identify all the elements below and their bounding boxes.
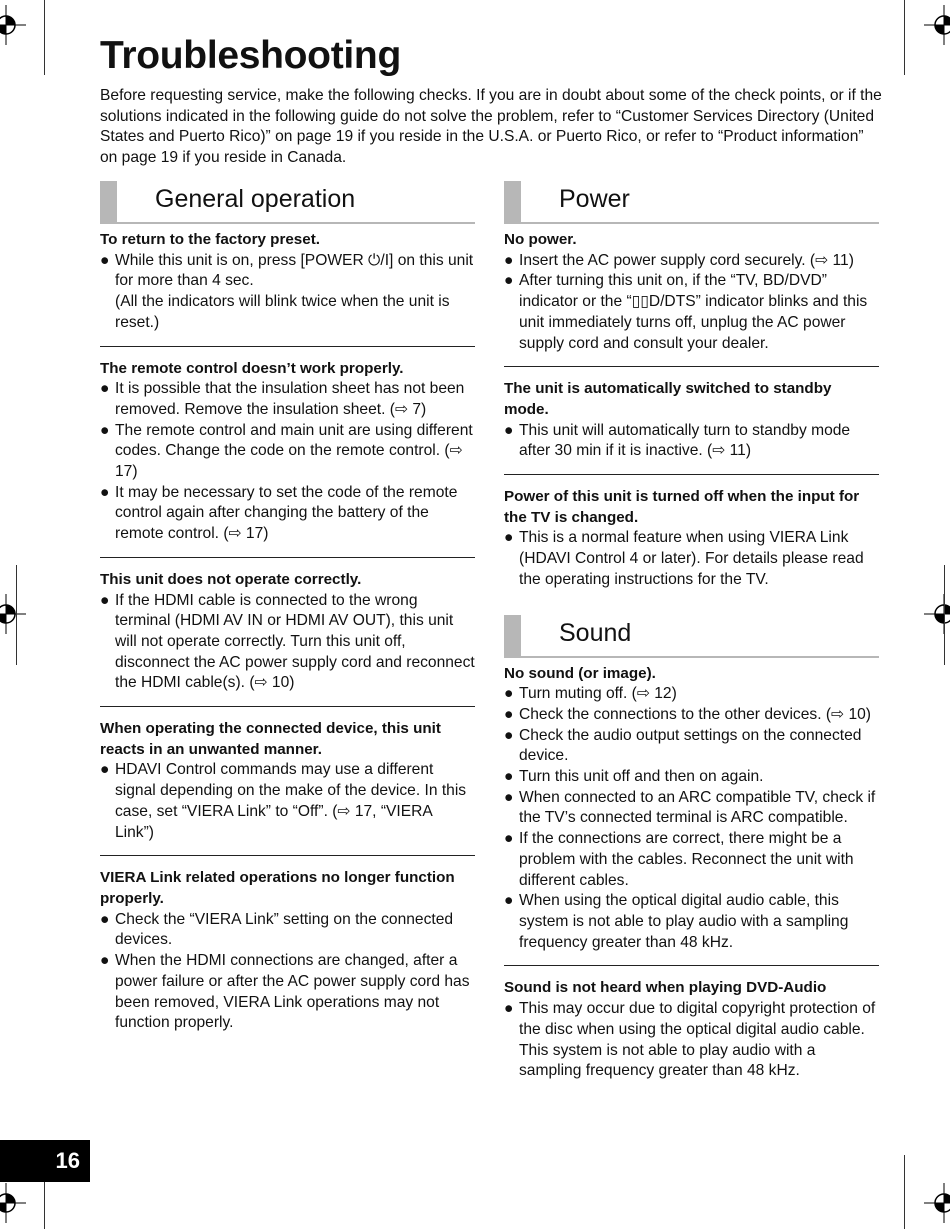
solution-item xyxy=(100,483,475,545)
power-items xyxy=(504,230,879,603)
solution-item xyxy=(504,421,879,462)
troubleshooting-item xyxy=(504,487,879,603)
left-column xyxy=(100,181,475,1058)
registration-mark-mid-right-icon xyxy=(924,594,950,634)
solution-item xyxy=(504,999,879,1082)
solution-text: Turn this unit off and then on again. xyxy=(519,768,764,786)
solution-text: Check the connections to the other devices. (⇨ 10) xyxy=(519,705,871,723)
section-title: Power xyxy=(559,185,630,213)
solution-item xyxy=(100,910,475,951)
bullet-icon: ● xyxy=(504,726,514,744)
registration-mark-top-left-icon xyxy=(0,5,26,45)
section-title: General operation xyxy=(155,185,356,213)
registration-mark-top-right-icon xyxy=(924,5,950,45)
solution-item xyxy=(100,251,475,334)
troubleshooting-item xyxy=(504,978,879,1094)
solution-list xyxy=(504,528,879,590)
solution-item xyxy=(504,767,879,788)
solution-item xyxy=(504,726,879,767)
solution-text: When using the optical digital audio cable, this system is not able to play audio with a sampling frequency greater than 48 kHz. xyxy=(519,892,849,951)
page-number: 16 xyxy=(0,1140,90,1182)
solution-text: If the HDMI cable is connected to the wrong terminal (HDMI AV IN or HDMI AV OUT), this unit will not operate correctly. Turn this unit off, disconnect the AC power supply cord and reconnect the HDMI cable(s). (⇨ 10) xyxy=(115,591,475,692)
bullet-icon: ● xyxy=(504,768,514,786)
problem-heading: Sound is not heard when playing DVD-Audio xyxy=(504,979,827,997)
bullet-icon: ● xyxy=(100,251,110,269)
bullet-icon: ● xyxy=(504,830,514,848)
crop-line xyxy=(44,0,45,75)
general-operation-items xyxy=(100,230,475,1046)
section-title: Sound xyxy=(559,618,632,647)
problem-heading: To return to the factory preset. xyxy=(100,231,320,248)
solution-text: It may be necessary to set the code of the remote control again after changing the battery of the remote control. (⇨ 17) xyxy=(115,483,458,543)
registration-mark-bottom-left-icon xyxy=(0,1183,26,1223)
intro-paragraph: Before requesting service, make the following checks. If you are in doubt about some of the check points, or if the solutions indicated in the following guide do not solve the problem, refer to “Customer Services Directory (United States and Puerto Rico)” on page 19 if you reside in the U.S.A. or Puerto Rico, or refer to “Product information” on page 19 if you reside in Canada. xyxy=(100,87,882,167)
solution-text: When connected to an ARC compatible TV, check if the TV’s connected terminal is ARC compatible. xyxy=(519,788,876,827)
bullet-icon: ● xyxy=(100,591,110,609)
bullet-icon: ● xyxy=(504,892,514,910)
solution-list xyxy=(100,251,475,334)
problem-heading: No sound (or image). xyxy=(504,664,656,682)
section-marker-bar xyxy=(100,181,117,222)
crop-line xyxy=(904,1155,905,1229)
solution-text: Check the “VIERA Link” setting on the connected devices. xyxy=(115,910,454,949)
solution-text: This may occur due to digital copyright protection of the disc when using the optical digital audio cable. This system is not able to play audio with a sampling frequency greater than 48 kHz. xyxy=(519,1000,876,1080)
solution-text: When the HDMI connections are changed, after a power failure or after the AC power supply cord has been removed, VIERA Link operations may not function properly. xyxy=(115,952,470,1032)
problem-heading: This unit does not operate correctly. xyxy=(100,570,362,588)
problem-heading: VIERA Link related operations no longer function properly. xyxy=(100,869,455,907)
bullet-icon: ● xyxy=(504,685,514,703)
troubleshooting-item xyxy=(100,230,475,347)
solution-list xyxy=(100,379,475,545)
solution-text: The remote control and main unit are using different codes. Change the code on the remote control. (⇨ 17) xyxy=(115,421,473,481)
bullet-icon: ● xyxy=(100,952,110,970)
bullet-icon: ● xyxy=(100,421,110,439)
troubleshooting-item xyxy=(504,664,879,967)
registration-mark-bottom-right-icon xyxy=(924,1183,950,1223)
problem-heading: The unit is automatically switched to standby mode. xyxy=(504,380,832,418)
solution-text: Check the audio output settings on the connected device. xyxy=(519,726,862,765)
solution-list xyxy=(504,251,879,355)
solution-item xyxy=(504,251,879,272)
solution-item xyxy=(100,951,475,1034)
solution-text: After turning this unit on, if the “TV, BD/DVD” indicator or the “▯▯D/DTS” indicator blinks and this unit immediately turns off, unplug the AC power supply cord and consult your dealer. xyxy=(519,272,868,352)
solution-item xyxy=(504,271,879,354)
troubleshooting-item xyxy=(100,359,475,558)
solution-list xyxy=(504,421,879,462)
bullet-icon: ● xyxy=(504,251,514,269)
problem-heading: Power of this unit is turned off when the input for the TV is changed. xyxy=(504,488,860,526)
crop-line xyxy=(944,565,945,665)
solution-list xyxy=(100,910,475,1034)
solution-text: Turn muting off. (⇨ 12) xyxy=(519,685,677,703)
bullet-icon: ● xyxy=(504,705,514,723)
solution-list xyxy=(504,684,879,953)
solution-text: HDAVI Control commands may use a different signal depending on the make of the device. In this case, set “VIERA Link” to “Off”. (⇨ 17, “VIERA Link”) xyxy=(115,761,467,841)
right-column xyxy=(504,181,879,1106)
bullet-icon: ● xyxy=(100,761,110,779)
bullet-icon: ● xyxy=(504,788,514,806)
solution-item xyxy=(100,421,475,483)
solution-item xyxy=(100,760,475,843)
solution-text: This is a normal feature when using VIERA Link (HDAVI Control 4 or later). For details please read the operating instructions for the TV. xyxy=(519,529,864,588)
problem-heading: The remote control doesn’t work properly. xyxy=(100,359,404,377)
section-marker-bar xyxy=(504,181,521,222)
page-title: Troubleshooting xyxy=(100,34,401,77)
solution-list xyxy=(100,591,475,695)
solution-text: While this unit is on, press [POWER ⏻/I] on this unit for more than 4 sec. (All the indicators will blink twice when the unit is reset.) xyxy=(115,251,474,331)
section-marker-bar xyxy=(504,615,521,656)
solution-item xyxy=(504,829,879,891)
solution-item xyxy=(504,891,879,953)
solution-text: Insert the AC power supply cord securely. (⇨ 11) xyxy=(519,251,854,269)
section-header-general-operation xyxy=(100,181,475,224)
solution-text: It is possible that the insulation sheet has not been removed. Remove the insulation sheet. (⇨ 7) xyxy=(115,380,465,418)
section-header-power xyxy=(504,181,879,224)
bullet-icon: ● xyxy=(100,483,110,501)
solution-item xyxy=(504,705,879,726)
problem-heading: No power. xyxy=(504,231,577,248)
troubleshooting-item xyxy=(100,570,475,707)
bullet-icon: ● xyxy=(504,1000,514,1018)
registration-mark-mid-left-icon xyxy=(0,594,26,634)
solution-list xyxy=(100,760,475,843)
troubleshooting-item xyxy=(504,379,879,475)
crop-line xyxy=(16,565,17,665)
section-header-sound xyxy=(504,615,879,658)
bullet-icon: ● xyxy=(100,910,110,928)
troubleshooting-item xyxy=(100,868,475,1046)
solution-item xyxy=(100,379,475,420)
solution-text: This unit will automatically turn to standby mode after 30 min if it is inactive. (⇨ 11) xyxy=(519,421,851,460)
troubleshooting-item xyxy=(504,230,879,367)
problem-heading: When operating the connected device, this unit reacts in an unwanted manner. xyxy=(100,720,441,758)
bullet-icon: ● xyxy=(504,529,514,547)
crop-line xyxy=(904,0,905,75)
solution-item xyxy=(504,788,879,829)
solution-item xyxy=(504,684,879,705)
bullet-icon: ● xyxy=(504,421,514,439)
solution-item xyxy=(100,591,475,695)
bullet-icon: ● xyxy=(504,272,514,290)
sound-items xyxy=(504,664,879,1094)
solution-list xyxy=(504,999,879,1082)
troubleshooting-item xyxy=(100,719,475,856)
solution-text: If the connections are correct, there might be a problem with the cables. Reconnect the unit with different cables. xyxy=(519,830,854,889)
bullet-icon: ● xyxy=(100,380,110,398)
solution-item xyxy=(504,528,879,590)
